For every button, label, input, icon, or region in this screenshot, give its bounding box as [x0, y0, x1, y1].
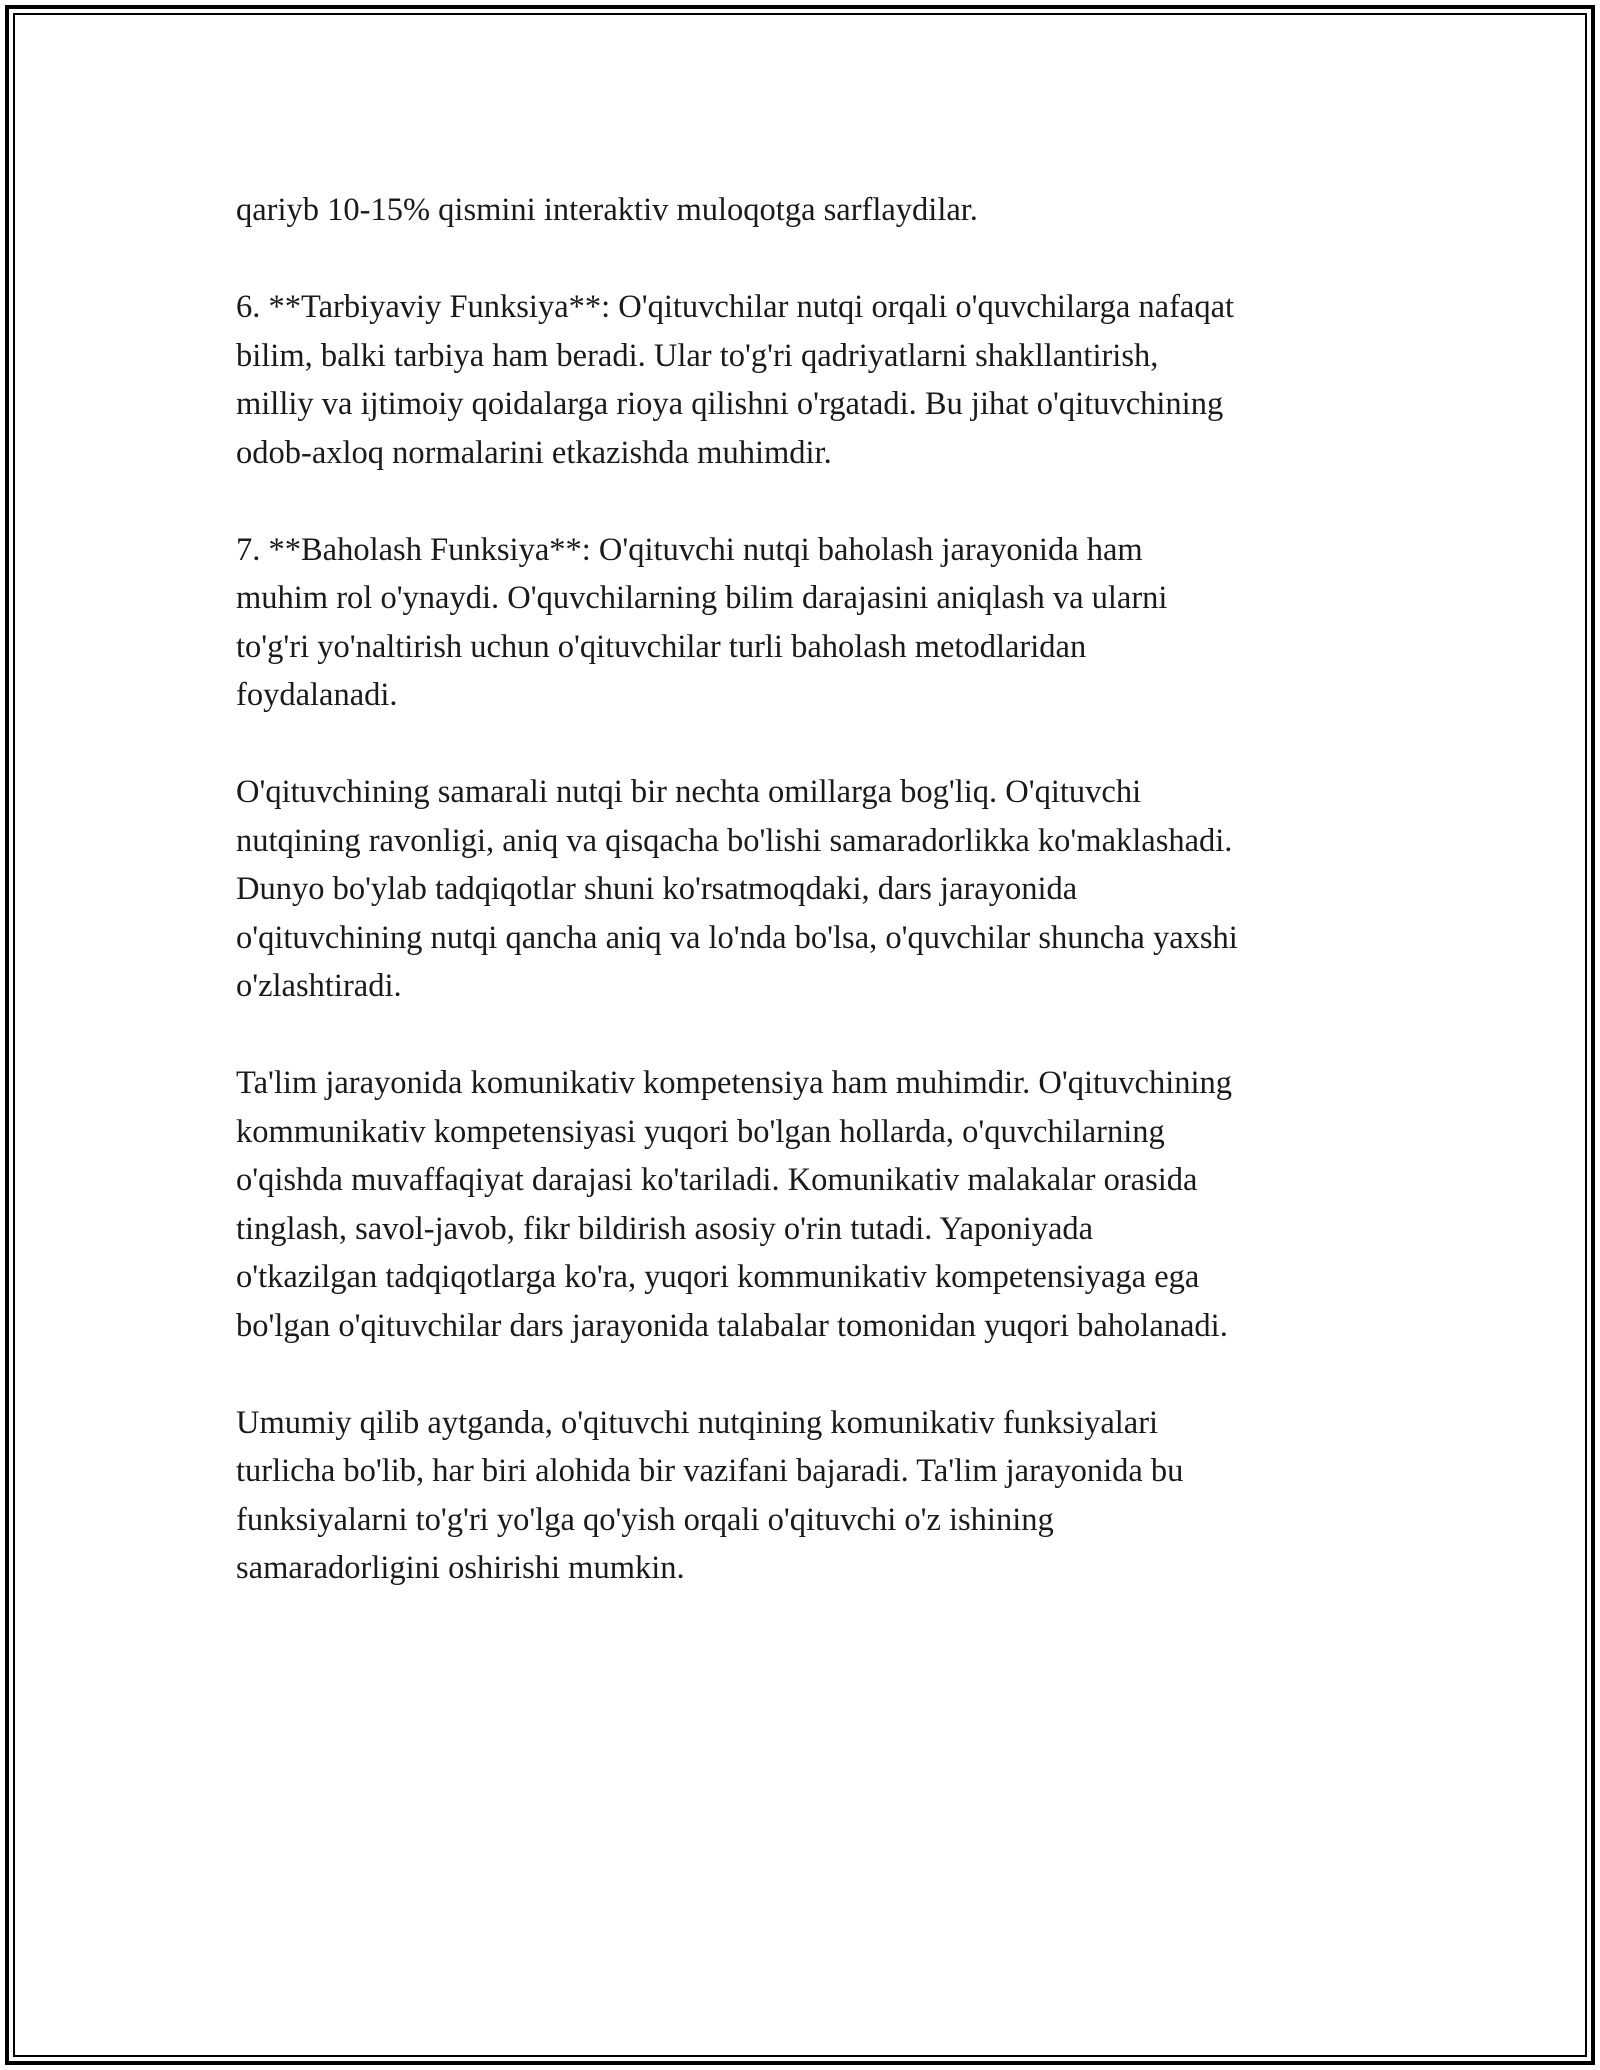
document-body [236, 186, 1376, 1641]
paragraph-1 [236, 186, 1376, 235]
text-line: 7. **Baholash Funksiya**: O'qituvchi nutqi baholash jarayonida ham [236, 531, 1143, 568]
text-line: muhim rol o'ynaydi. O'quvchilarning bilim darajasini aniqlash va ularni [236, 580, 1168, 616]
paragraph-conclusion [236, 1399, 1376, 1593]
text-line: nutqining ravonligi, aniq va qisqacha bo'lishi samaradorlikka ko'maklashadi. [236, 822, 1233, 859]
text-line: Ta'lim jarayonida komunikativ kompetensiya ham muhimdir. O'qituvchining [236, 1065, 1233, 1101]
text-line: Umumiy qilib aytganda, o'qituvchi nutqining komunikativ funksiyalari [236, 1404, 1159, 1441]
paragraph-komunikativ-kompetensiya [236, 1059, 1376, 1350]
text-line: o'qishda muvaffaqiyat darajasi ko'tariladi. Komunikativ malakalar orasida [236, 1162, 1198, 1198]
paragraph-tarbiyaviy-funksiya [236, 283, 1376, 477]
text-line: bo'lgan o'qituvchilar dars jarayonida talabalar tomonidan yuqori baholanadi. [236, 1307, 1228, 1344]
text-line: odob-axloq normalarini etkazishda muhimdir. [236, 434, 832, 471]
text-line: bilim, balki tarbiya ham beradi. Ular to'g'ri qadriyatlarni shakllantirish, [236, 337, 1159, 374]
paragraph-baholash-funksiya [236, 526, 1376, 720]
text-line: 6. **Tarbiyaviy Funksiya**: O'qituvchilar nutqi orqali o'quvchilarga nafaqat [236, 289, 1235, 325]
text-line: milliy va ijtimoiy qoidalarga rioya qilishni o'rgatadi. Bu jihat o'qituvchining [236, 386, 1224, 422]
text-line: turlicha bo'lib, har biri alohida bir vazifani bajaradi. Ta'lim jarayonida bu [236, 1453, 1184, 1489]
text-line: foydalanadi. [236, 677, 398, 713]
text-line: samaradorligini oshirishi mumkin. [236, 1550, 685, 1586]
text-line: tinglash, savol-javob, fikr bildirish asosiy o'rin tutadi. Yaponiyada [236, 1210, 1094, 1247]
text-line: kommunikativ kompetensiyasi yuqori bo'lgan hollarda, o'quvchilarning [236, 1113, 1165, 1150]
text-line: O'qituvchining samarali nutqi bir nechta omillarga bog'liq. O'qituvchi [236, 774, 1142, 810]
text-line: Dunyo bo'ylab tadqiqotlar shuni ko'rsatmoqdaki, dars jarayonida [236, 871, 1078, 907]
text-line: o'tkazilgan tadqiqotlarga ko'ra, yuqori kommunikativ kompetensiyaga ega [236, 1259, 1200, 1295]
paragraph-samarali-nutq [236, 768, 1376, 1011]
text-line: qariyb 10-15% qismini interaktiv muloqotga sarflaydilar. [236, 192, 978, 228]
text-line: to'g'ri yo'naltirish uchun o'qituvchilar turli baholash metodlaridan [236, 628, 1087, 665]
text-line: funksiyalarni to'g'ri yo'lga qo'yish orqali o'qituvchi o'z ishining [236, 1501, 1054, 1538]
text-line: o'qituvchining nutqi qancha aniq va lo'nda bo'lsa, o'quvchilar shuncha yaxshi [236, 919, 1238, 956]
text-line: o'zlashtiradi. [236, 968, 402, 1004]
